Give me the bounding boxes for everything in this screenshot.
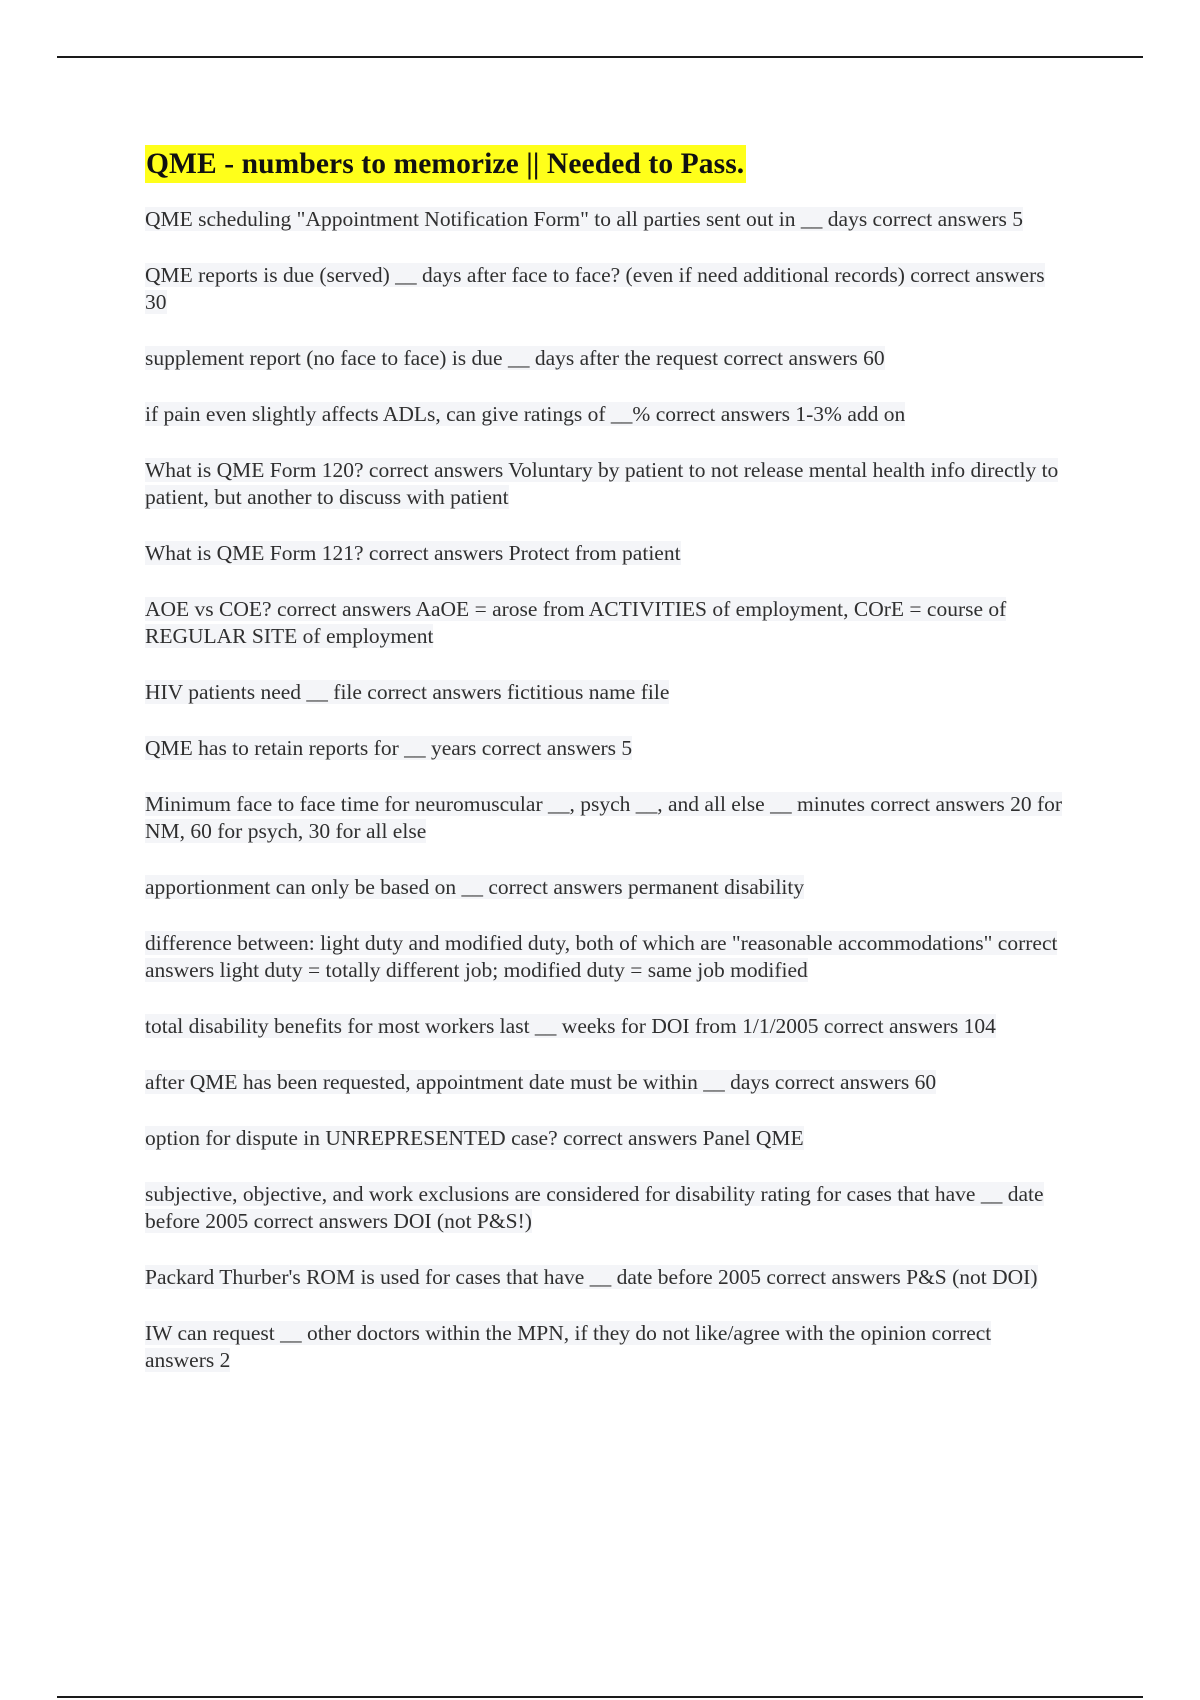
qa-item <box>145 1264 1065 1291</box>
qa-item <box>145 735 1065 762</box>
qa-text: after QME has been requested, appointment date must be within __ days correct answers 60 <box>145 1070 937 1094</box>
qa-text: What is QME Form 121? correct answers Protect from patient <box>145 541 681 565</box>
qa-item <box>145 540 1065 567</box>
qa-item <box>145 1013 1065 1040</box>
qa-text: apportionment can only be based on __ correct answers permanent disability <box>145 875 805 899</box>
qa-text: total disability benefits for most workers last __ weeks for DOI from 1/1/2005 correct answers 104 <box>145 1014 996 1038</box>
qa-item <box>145 930 1065 984</box>
qa-list <box>145 206 1065 1374</box>
qa-item <box>145 457 1065 511</box>
qa-text: QME has to retain reports for __ years correct answers 5 <box>145 736 633 760</box>
qa-text: Packard Thurber's ROM is used for cases that have __ date before 2005 correct answers P&S (not DOI) <box>145 1265 1038 1289</box>
qa-text: difference between: light duty and modified duty, both of which are "reasonable accommodations" correct answers light duty = totally different job; modified duty = same job modified <box>145 931 1058 982</box>
bottom-rule <box>57 1696 1143 1698</box>
qa-text: HIV patients need __ file correct answers fictitious name file <box>145 680 670 704</box>
qa-item <box>145 345 1065 372</box>
qa-item <box>145 262 1065 316</box>
qa-item <box>145 1320 1065 1374</box>
qa-text: option for dispute in UNREPRESENTED case? correct answers Panel QME <box>145 1126 804 1150</box>
qa-item <box>145 791 1065 845</box>
qa-item <box>145 874 1065 901</box>
qa-item <box>145 1069 1065 1096</box>
qa-text: QME scheduling "Appointment Notification Form" to all parties sent out in __ days correct answers 5 <box>145 207 1023 231</box>
document-body <box>145 145 1065 1403</box>
document-title: QME - numbers to memorize || Needed to Pass. <box>145 145 746 183</box>
top-rule <box>57 56 1143 58</box>
qa-text: Minimum face to face time for neuromuscular __, psych __, and all else __ minutes correct answers 20 for NM, 60 for psych, 30 for all else <box>145 792 1063 843</box>
qa-text: if pain even slightly affects ADLs, can give ratings of __% correct answers 1-3% add on <box>145 402 906 426</box>
qa-item <box>145 1125 1065 1152</box>
qa-item <box>145 596 1065 650</box>
qa-item <box>145 401 1065 428</box>
qa-text: AOE vs COE? correct answers AaOE = arose from ACTIVITIES of employment, COrE = course of REGULAR SITE of employment <box>145 597 1007 648</box>
qa-text: QME reports is due (served) __ days after face to face? (even if need additional records) correct answers 30 <box>145 263 1045 314</box>
qa-text: subjective, objective, and work exclusions are considered for disability rating for cases that have __ date before 2005 correct answers DOI (not P&S!) <box>145 1182 1044 1233</box>
qa-text: supplement report (no face to face) is due __ days after the request correct answers 60 <box>145 346 885 370</box>
qa-text: What is QME Form 120? correct answers Voluntary by patient to not release mental health info directly to patient, but another to discuss with patient <box>145 458 1059 509</box>
qa-text: IW can request __ other doctors within the MPN, if they do not like/agree with the opinion correct answers 2 <box>145 1321 992 1372</box>
qa-item <box>145 1181 1065 1235</box>
qa-item <box>145 206 1065 233</box>
qa-item <box>145 679 1065 706</box>
